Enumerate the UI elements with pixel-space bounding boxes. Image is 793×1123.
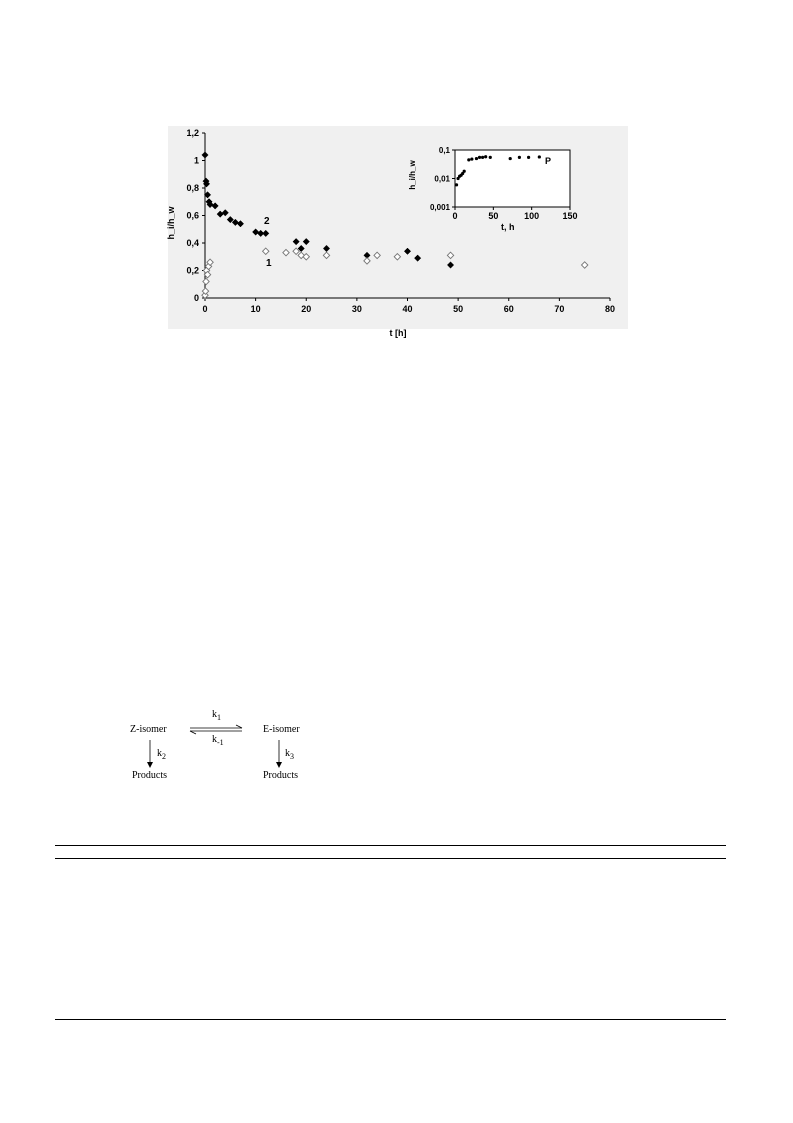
- inset-data-point: [509, 157, 512, 160]
- inset-data-point: [527, 156, 530, 159]
- down-arrowhead-left: [147, 762, 153, 768]
- inset-x-tick-label: 0: [452, 211, 458, 221]
- y-tick-label: 1: [193, 155, 199, 166]
- y-tick-label: 0,4: [186, 238, 199, 248]
- e-isomer-label: E-isomer: [263, 724, 300, 735]
- equilibrium-forward-arrowhead: [236, 725, 242, 728]
- reaction-scheme: [120, 700, 320, 790]
- inset-y-tick-label: 0,1: [438, 146, 450, 155]
- x-tick-label: 20: [301, 304, 312, 314]
- x-axis-label: t [h]: [389, 328, 407, 338]
- table-bottom-rule: [55, 1019, 726, 1020]
- inset-y-tick-label: 0,01: [434, 174, 450, 184]
- y-tick-label: 1,2: [186, 128, 199, 138]
- series-label-2: 2: [264, 216, 270, 227]
- inset-data-point: [467, 158, 470, 161]
- inset-x-tick-label: 100: [524, 211, 540, 221]
- x-tick-label: 30: [351, 304, 362, 314]
- x-tick-label: 70: [554, 304, 565, 314]
- inset-data-point: [538, 155, 541, 158]
- y-tick-label: 0,6: [186, 210, 199, 221]
- equilibrium-backward-arrowhead: [190, 731, 196, 734]
- y-tick-label: 0,8: [186, 183, 199, 193]
- k3-label: $k_3$: [285, 748, 294, 761]
- x-tick-label: 0: [202, 304, 208, 314]
- x-tick-label: 80: [604, 304, 616, 314]
- k-minus-1-label: $k_{-1}$: [212, 734, 224, 747]
- inset-data-point: [478, 156, 481, 159]
- y-tick-label: 0,2: [186, 265, 199, 276]
- products-left-label: Products: [132, 770, 167, 781]
- inset-data-point: [470, 157, 473, 160]
- x-tick-label: 60: [503, 304, 514, 314]
- inset-data-point: [489, 156, 492, 159]
- inset-y-axis-label: h_i/h_w: [408, 160, 417, 190]
- z-isomer-label: Z-isomer: [130, 724, 167, 735]
- kinetics-figure: [150, 118, 630, 348]
- inset-data-point: [455, 183, 458, 186]
- inset-data-point: [484, 155, 487, 158]
- inset-data-point: [475, 157, 478, 160]
- inset-data-point: [463, 170, 466, 173]
- scheme-arrows: [120, 700, 320, 790]
- y-axis-label: h_i/h_w: [166, 206, 176, 240]
- inset-y-tick-label: 0,001: [429, 203, 450, 212]
- k1-label: $k_1$: [212, 709, 221, 722]
- inset-data-point: [481, 156, 484, 159]
- table-top-rule: [55, 845, 726, 846]
- x-tick-label: 10: [250, 304, 261, 314]
- down-arrowhead-right: [276, 762, 282, 768]
- products-right-label: Products: [263, 770, 298, 781]
- k2-label: $k_2$: [157, 748, 166, 761]
- x-tick-label: 40: [402, 304, 413, 314]
- inset-x-tick-label: 50: [488, 211, 499, 221]
- inset-x-axis-label: t, h: [501, 222, 515, 232]
- table-header-rule: [55, 858, 726, 859]
- inset-x-tick-label: 150: [562, 211, 578, 221]
- inset-data-point: [518, 156, 521, 159]
- y-tick-label: 0: [193, 293, 199, 303]
- inset-series-label-p: P: [545, 156, 552, 166]
- series-label-1: 1: [266, 258, 272, 269]
- x-tick-label: 50: [453, 304, 464, 314]
